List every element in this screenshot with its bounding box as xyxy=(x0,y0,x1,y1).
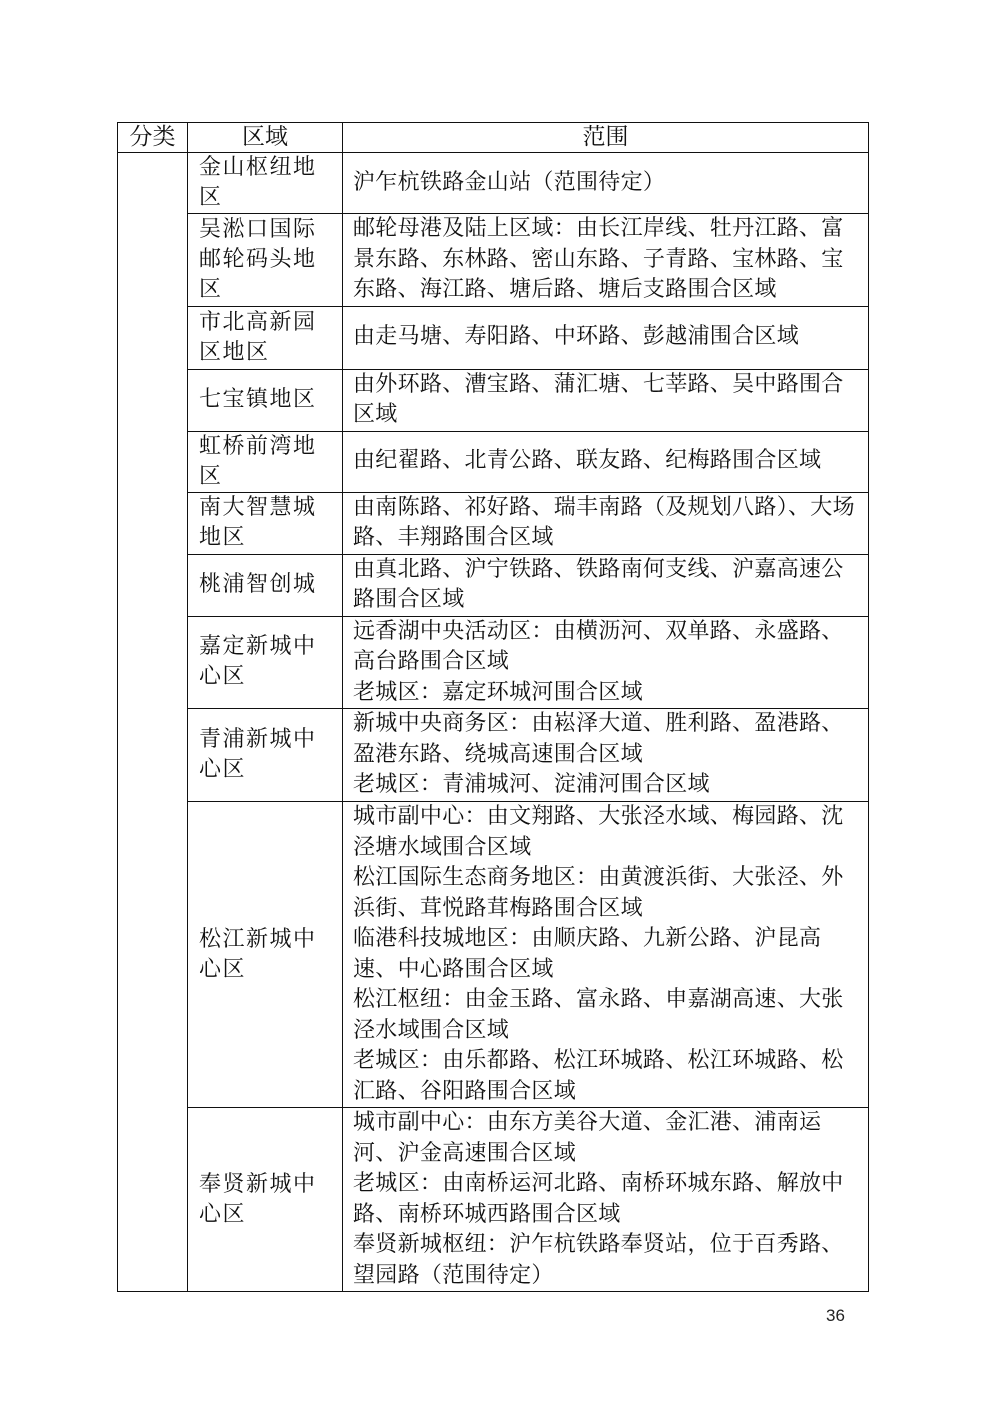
table-row xyxy=(118,802,869,1108)
range-line: 沪乍杭铁路金山站（范围待定） xyxy=(353,169,666,195)
table-row xyxy=(118,369,869,431)
zone-range-table xyxy=(117,122,869,1292)
area-cell: 南大智慧城地区 xyxy=(188,492,343,554)
range-line: 城市副中心：由东方美谷大道、金汇港、浦南运河、沪金高速围合区域 xyxy=(353,1110,822,1166)
table-row xyxy=(118,153,869,214)
page-number: 36 xyxy=(826,1306,845,1325)
table-row xyxy=(118,214,869,307)
range-line: 老城区：青浦城河、淀浦河围合区域 xyxy=(353,772,710,798)
range-cell xyxy=(343,492,869,554)
header-category: 分类 xyxy=(118,123,188,153)
table-row xyxy=(118,1108,869,1292)
area-cell: 七宝镇地区 xyxy=(188,369,343,431)
header-range: 范围 xyxy=(343,123,869,153)
range-cell xyxy=(343,554,869,616)
range-line: 由纪翟路、北青公路、联友路、纪梅路围合区域 xyxy=(353,448,822,474)
table-row xyxy=(118,554,869,616)
range-cell xyxy=(343,214,869,307)
area-cell: 桃浦智创城 xyxy=(188,554,343,616)
range-line: 由走马塘、寿阳路、中环路、彭越浦围合区域 xyxy=(353,324,800,350)
area-cell: 青浦新城中心区 xyxy=(188,709,343,802)
range-cell xyxy=(343,369,869,431)
range-cell xyxy=(343,306,869,369)
range-line: 老城区：由南桥运河北路、南桥环城东路、解放中路、南桥环城西路围合区域 xyxy=(353,1171,844,1227)
range-cell xyxy=(343,709,869,802)
range-line: 老城区：由乐都路、松江环城路、松江环城路、松汇路、谷阳路围合区域 xyxy=(353,1048,844,1104)
range-cell xyxy=(343,616,869,709)
range-line: 新城中央商务区：由崧泽大道、胜利路、盈港路、盈港东路、绕城高速围合区域 xyxy=(353,711,844,767)
category-cell xyxy=(118,153,188,1292)
table-header-row xyxy=(118,123,869,153)
range-line: 邮轮母港及陆上区域：由长江岸线、牡丹江路、富景东路、东林路、密山东路、子青路、宝林路、宝东路、海江路、塘后路、塘后支路围合区域 xyxy=(353,216,844,302)
table-row xyxy=(118,616,869,709)
area-cell: 松江新城中心区 xyxy=(188,802,343,1108)
area-cell: 吴淞口国际邮轮码头地区 xyxy=(188,214,343,307)
header-area: 区域 xyxy=(188,123,343,153)
range-line: 远香湖中央活动区：由横沥河、双单路、永盛路、高台路围合区域 xyxy=(353,618,844,674)
range-line: 松江国际生态商务地区：由黄渡浜街、大张泾、外浜街、茸悦路茸梅路围合区域 xyxy=(353,865,844,921)
range-line: 临港科技城地区：由顺庆路、九新公路、沪昆高速、中心路围合区域 xyxy=(353,926,822,982)
area-cell: 虹桥前湾地区 xyxy=(188,431,343,492)
range-line: 由真北路、沪宁铁路、铁路南何支线、沪嘉高速公路围合区域 xyxy=(353,556,844,612)
range-line: 老城区：嘉定环城河围合区域 xyxy=(353,679,643,705)
table-row xyxy=(118,492,869,554)
range-line: 城市副中心：由文翔路、大张泾水域、梅园路、沈泾塘水域围合区域 xyxy=(353,804,844,860)
range-cell xyxy=(343,153,869,214)
range-line: 由外环路、漕宝路、蒲汇塘、七莘路、吴中路围合区域 xyxy=(353,371,844,427)
area-cell: 金山枢纽地区 xyxy=(188,153,343,214)
range-line: 松江枢纽：由金玉路、富永路、申嘉湖高速、大张泾水域围合区域 xyxy=(353,987,844,1043)
table-row xyxy=(118,306,869,369)
area-cell: 市北高新园区地区 xyxy=(188,306,343,369)
area-cell: 嘉定新城中心区 xyxy=(188,616,343,709)
table-row xyxy=(118,431,869,492)
area-cell: 奉贤新城中心区 xyxy=(188,1108,343,1292)
table-row xyxy=(118,709,869,802)
range-cell xyxy=(343,1108,869,1292)
range-line: 奉贤新城枢纽：沪乍杭铁路奉贤站，位于百秀路、望园路（范围待定） xyxy=(353,1232,844,1288)
range-line: 由南陈路、祁好路、瑞丰南路（及规划八路）、大场路、丰翔路围合区域 xyxy=(353,494,855,550)
range-cell xyxy=(343,802,869,1108)
range-cell xyxy=(343,431,869,492)
